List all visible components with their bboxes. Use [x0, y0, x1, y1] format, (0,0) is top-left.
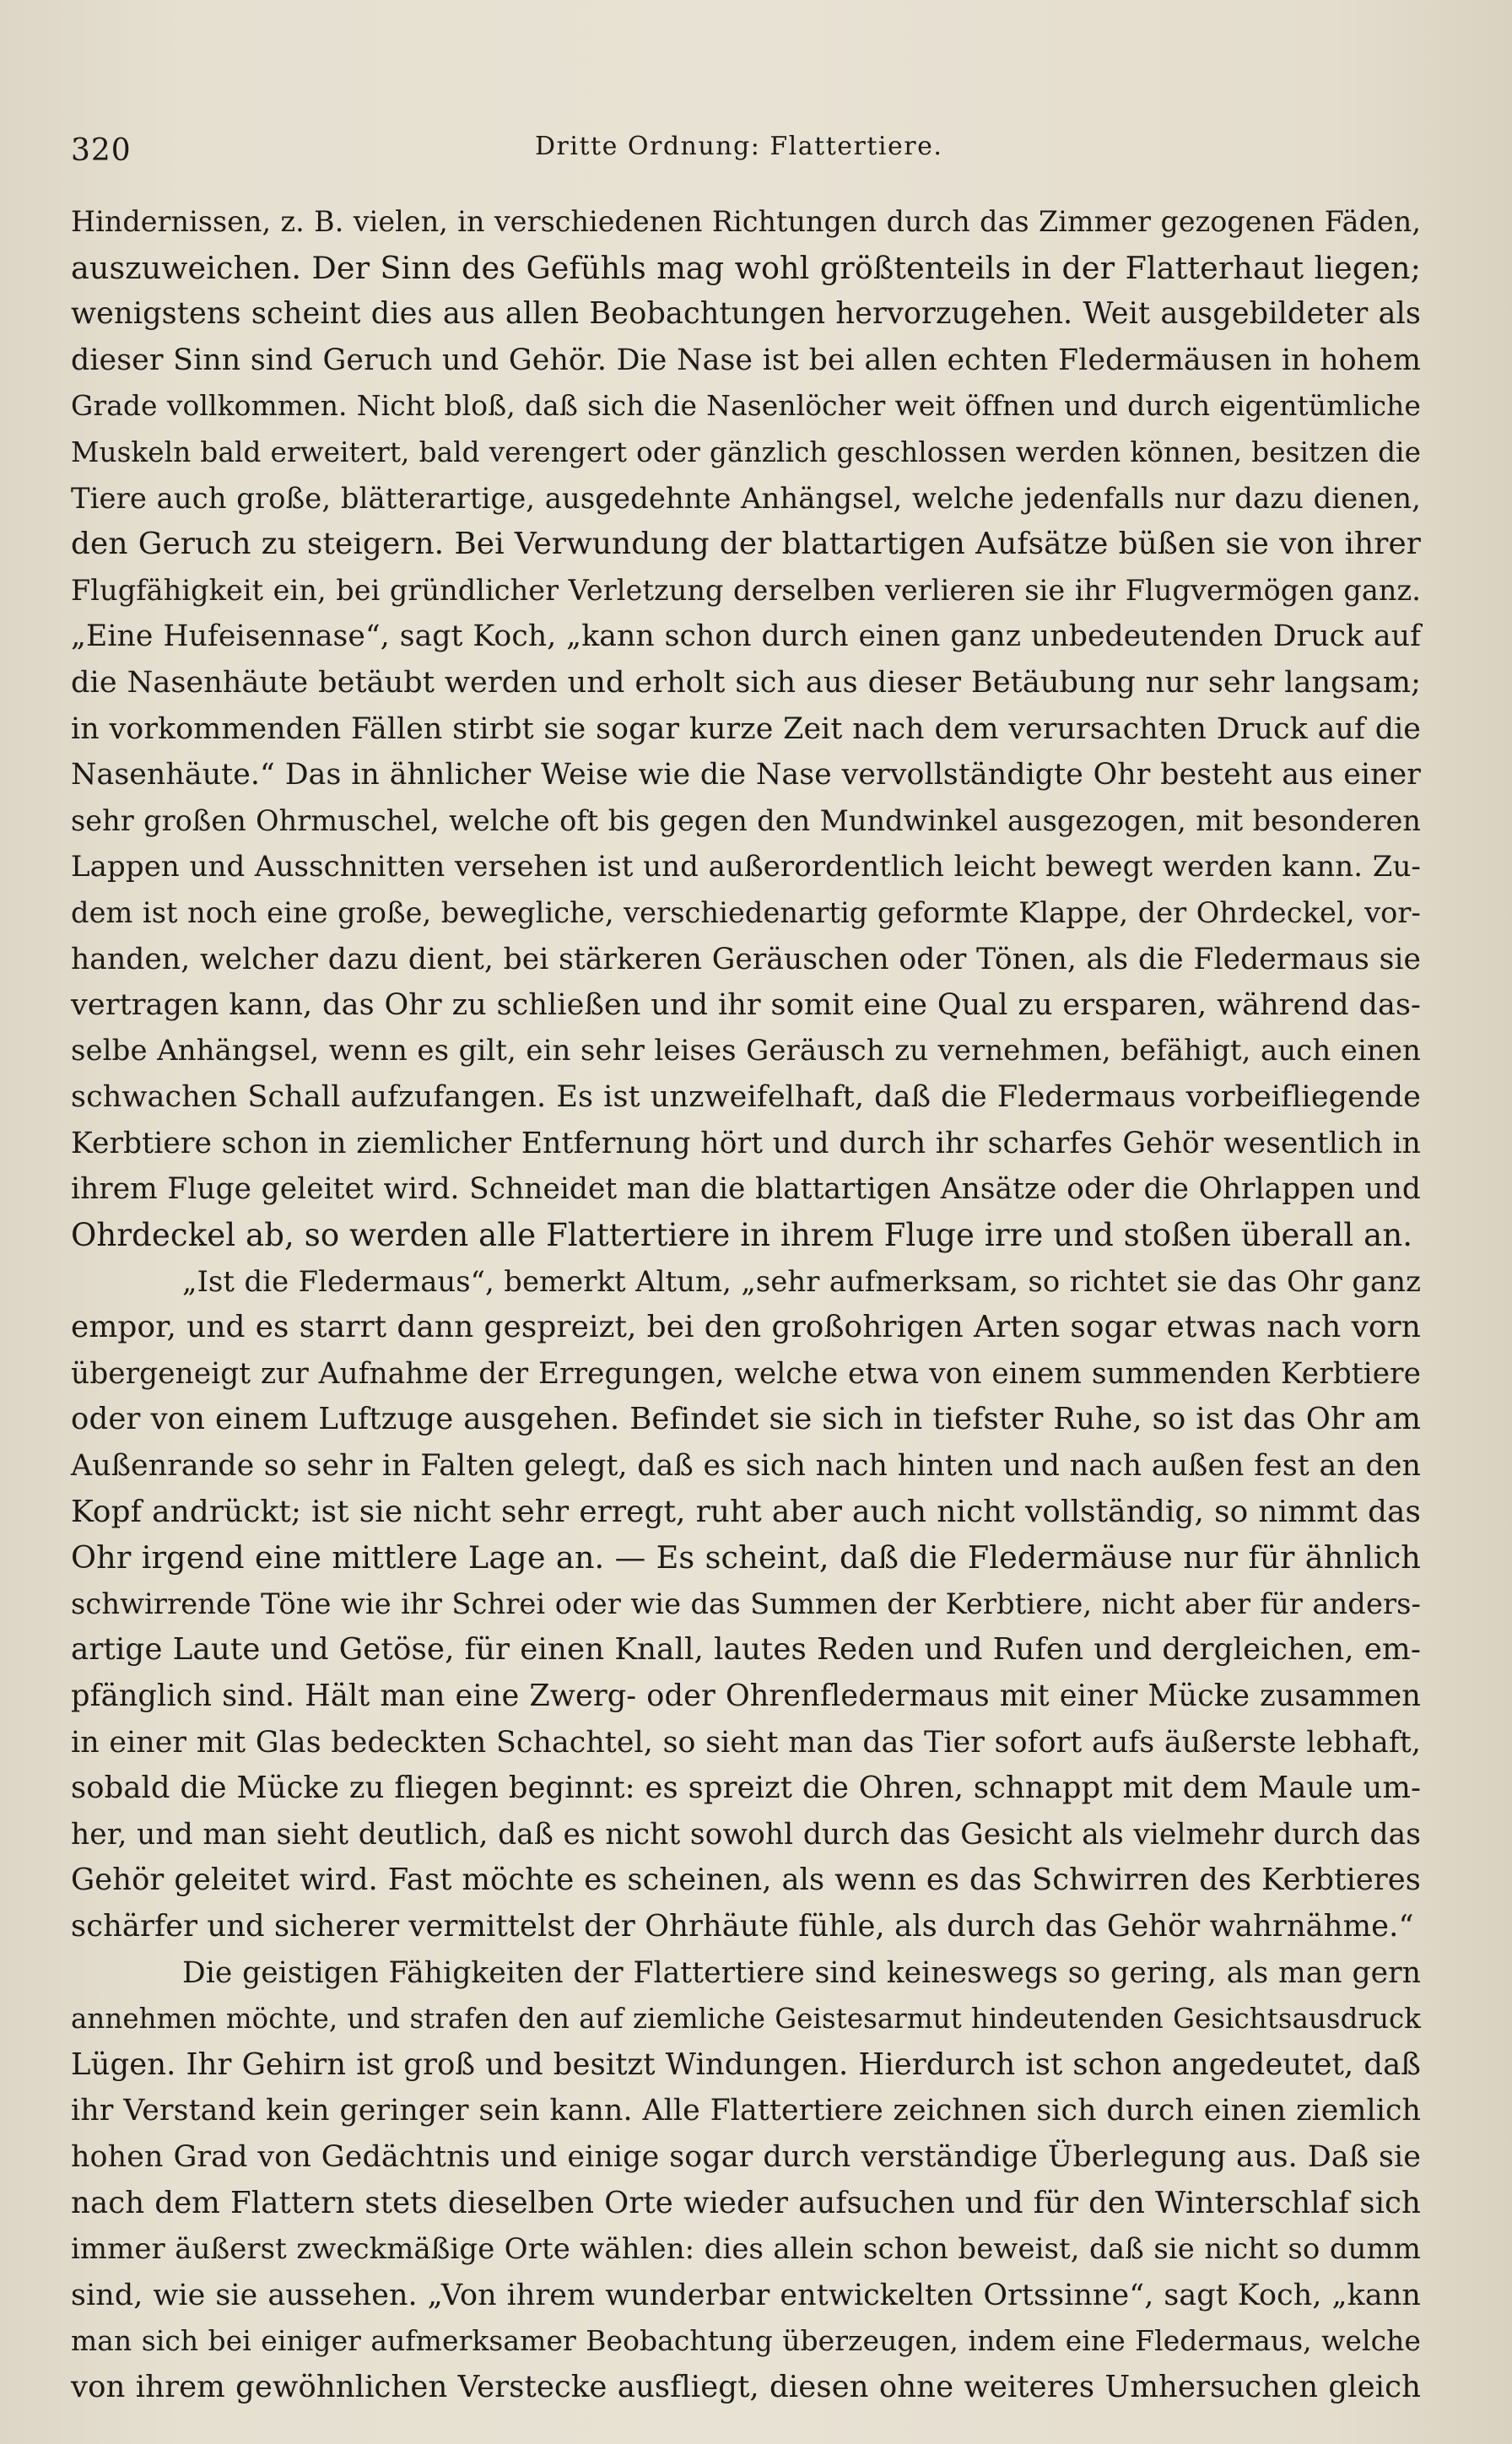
text-line: pfänglich sind. Hält man eine Zwerg- oder Ohrenfledermaus mit einer Mücke zusammen	[71, 1679, 1421, 1713]
text-line: dieser Sinn sind Geruch und Gehör. Die Nase ist bei allen echten Fledermäusen in hohem	[71, 343, 1421, 377]
text-line: schärfer und sicherer vermittelst der Ohrhäute fühle, als durch das Gehör wahrnähme.“	[71, 1908, 1414, 1944]
text-line: den Geruch zu steigern. Bei Verwundung der blattartigen Aufsätze büßen sie von ihrer	[71, 527, 1421, 562]
text-line: Muskeln bald erweitert, bald verengert oder gänzlich geschlossen werden können, besitzen die	[71, 435, 1421, 468]
text-line: ihr Verstand kein geringer sein kann. Alle Flattertiere zeichnen sich durch einen ziemlich	[71, 2094, 1421, 2128]
text-line: hohen Grad von Gedächtnis und einige sogar durch verständige Überlegung aus. Daß sie	[71, 2139, 1421, 2174]
running-head: Dritte Ordnung: Flattertiere.	[535, 132, 943, 161]
text-line: empor, und es starrt dann gespreizt, bei den großohrigen Arten sogar etwas nach vorn	[71, 1310, 1421, 1345]
text-line: sobald die Mücke zu fliegen beginnt: es spreizt die Ohren, schnappt mit dem Maule um-	[71, 1771, 1421, 1806]
text-line: immer äußerst zweckmäßige Orte wählen: dies allein schon beweist, daß sie nicht so dumm	[71, 2232, 1421, 2266]
page-header	[71, 125, 1421, 176]
text-line: schwirrende Töne wie ihr Schrei oder wie das Summen der Kerbtiere, nicht aber für anders-	[71, 1587, 1421, 1620]
text-line: sind, wie sie aussehen. „Von ihrem wunderbar entwickelten Ortssinne“, sagt Koch, „kann	[71, 2278, 1421, 2312]
text-line: man sich bei einiger aufmerksamer Beobachtung überzeugen, indem eine Fledermaus, welche	[71, 2324, 1421, 2358]
text-line: ihrem Fluge geleitet wird. Schneidet man die blattartigen Ansätze oder die Ohrlappen und	[71, 1172, 1421, 1207]
text-line: Ohr irgend eine mittlere Lage an. — Es scheint, daß die Fledermäuse nur für ähnlich	[71, 1539, 1421, 1576]
text-line: Flugfähigkeit ein, bei gründlicher Verletzung derselben verlieren sie ihr Flugvermögen ganz.	[71, 573, 1421, 607]
text-line: von ihrem gewöhnlichen Verstecke ausfliegt, diesen ohne weiteres Umhersuchen gleich	[71, 2369, 1421, 2404]
text-line: wenigstens scheint dies aus allen Beobachtungen hervorzugehen. Weit ausgebildeter als	[71, 296, 1421, 332]
text-line: dem ist noch eine große, bewegliche, verschiedenartig geformte Klappe, der Ohrdeckel, vor-	[71, 895, 1421, 929]
text-line: sehr großen Ohrmuschel, welche oft bis gegen den Mundwinkel ausgezogen, mit besonderen	[71, 803, 1421, 837]
text-line: annehmen möchte, und strafen den auf ziemliche Geistesarmut hindeutenden Gesichtsausdruck	[71, 2003, 1421, 2036]
text-line: Grade vollkommen. Nicht bloß, daß sich die Nasenlöcher weit öffnen und durch eigentümliche	[71, 389, 1421, 423]
text-line: übergeneigt zur Aufnahme der Erregungen, welche etwa von einem summenden Kerbtiere	[71, 1356, 1421, 1391]
text-line: „Ist die Fledermaus“, bemerkt Altum, „sehr aufmerksam, so richtet sie das Ohr ganz	[182, 1264, 1421, 1298]
text-line: in einer mit Glas bedeckten Schachtel, so sieht man das Tier sofort aufs äußerste lebhaft,	[71, 1725, 1421, 1760]
text-line: vertragen kann, das Ohr zu schließen und ihr somit eine Qual zu ersparen, während das-	[71, 987, 1421, 1023]
text-line: artige Laute und Getöse, für einen Knall, lautes Reden und Rufen und dergleichen, em-	[71, 1632, 1421, 1668]
text-line: „Eine Hufeisennase“, sagt Koch, „kann schon durch einen ganz unbedeutenden Druck auf	[71, 619, 1421, 654]
text-line: Nasenhäute.“ Das in ähnlicher Weise wie die Nase vervollständigte Ohr besteht aus einer	[71, 758, 1421, 792]
text-line: Kerbtiere schon in ziemlicher Entfernung hört und durch ihr scharfes Gehör wesentlich in	[71, 1126, 1421, 1160]
page-number: 320	[71, 133, 132, 168]
text-line: Hindernissen, z. B. vielen, in verschiedenen Richtungen durch das Zimmer gezogenen Fäden,	[71, 205, 1421, 238]
text-line: her, und man sieht deutlich, daß es nicht sowohl durch das Gesicht als vielmehr durch das	[71, 1817, 1421, 1852]
text-line: Tiere auch große, blätterartige, ausgedehnte Anhängsel, welche jedenfalls nur dazu dienen,	[71, 481, 1421, 515]
body-text	[71, 199, 1421, 2411]
text-line: Die geistigen Fähigkeiten der Flattertiere sind keineswegs so gering, als man gern	[182, 1955, 1421, 1990]
text-line: schwachen Schall aufzufangen. Es ist unzweifelhaft, daß die Fledermaus vorbeifliegende	[71, 1079, 1421, 1115]
text-line: handen, welcher dazu dient, bei stärkeren Geräuschen oder Tönen, als die Fledermaus sie	[71, 942, 1421, 976]
text-line: die Nasenhäute betäubt werden und erholt sich aus dieser Betäubung nur sehr langsam;	[71, 664, 1421, 700]
text-line: selbe Anhängsel, wenn es gilt, ein sehr leises Geräusch zu vernehmen, befähigt, auch einen	[71, 1034, 1421, 1068]
text-line: oder von einem Luftzuge ausgehen. Befindet sie sich in tiefster Ruhe, so ist das Ohr am	[71, 1402, 1421, 1437]
text-line: Gehör geleitet wird. Fast möchte es scheinen, als wenn es das Schwirren des Kerbtieres	[71, 1863, 1421, 1898]
text-line: Lappen und Ausschnitten versehen ist und außerordentlich leicht bewegt werden kann. Zu-	[71, 850, 1421, 884]
text-line: Lügen. Ihr Gehirn ist groß und besitzt Windungen. Hierdurch ist schon angedeutet, daß	[71, 2047, 1421, 2082]
text-line: in vorkommenden Fällen stirbt sie sogar kurze Zeit nach dem verursachten Druck auf die	[71, 711, 1421, 746]
text-line: Kopf andrückt; ist sie nicht sehr erregt, ruht aber auch nicht vollständig, so nimmt das	[71, 1494, 1421, 1529]
text-line: nach dem Flattern stets dieselben Orte wieder aufsuchen und für den Winterschlaf sich	[71, 2185, 1421, 2220]
text-line: Außenrande so sehr in Falten gelegt, daß es sich nach hinten und nach außen fest an den	[71, 1449, 1421, 1484]
text-line: auszuweichen. Der Sinn des Gefühls mag wohl größtenteils in der Flatterhaut liegen;	[71, 249, 1421, 286]
text-line: Ohrdeckel ab, so werden alle Flattertiere in ihrem Fluge irre und stoßen überall an.	[71, 1217, 1413, 1254]
